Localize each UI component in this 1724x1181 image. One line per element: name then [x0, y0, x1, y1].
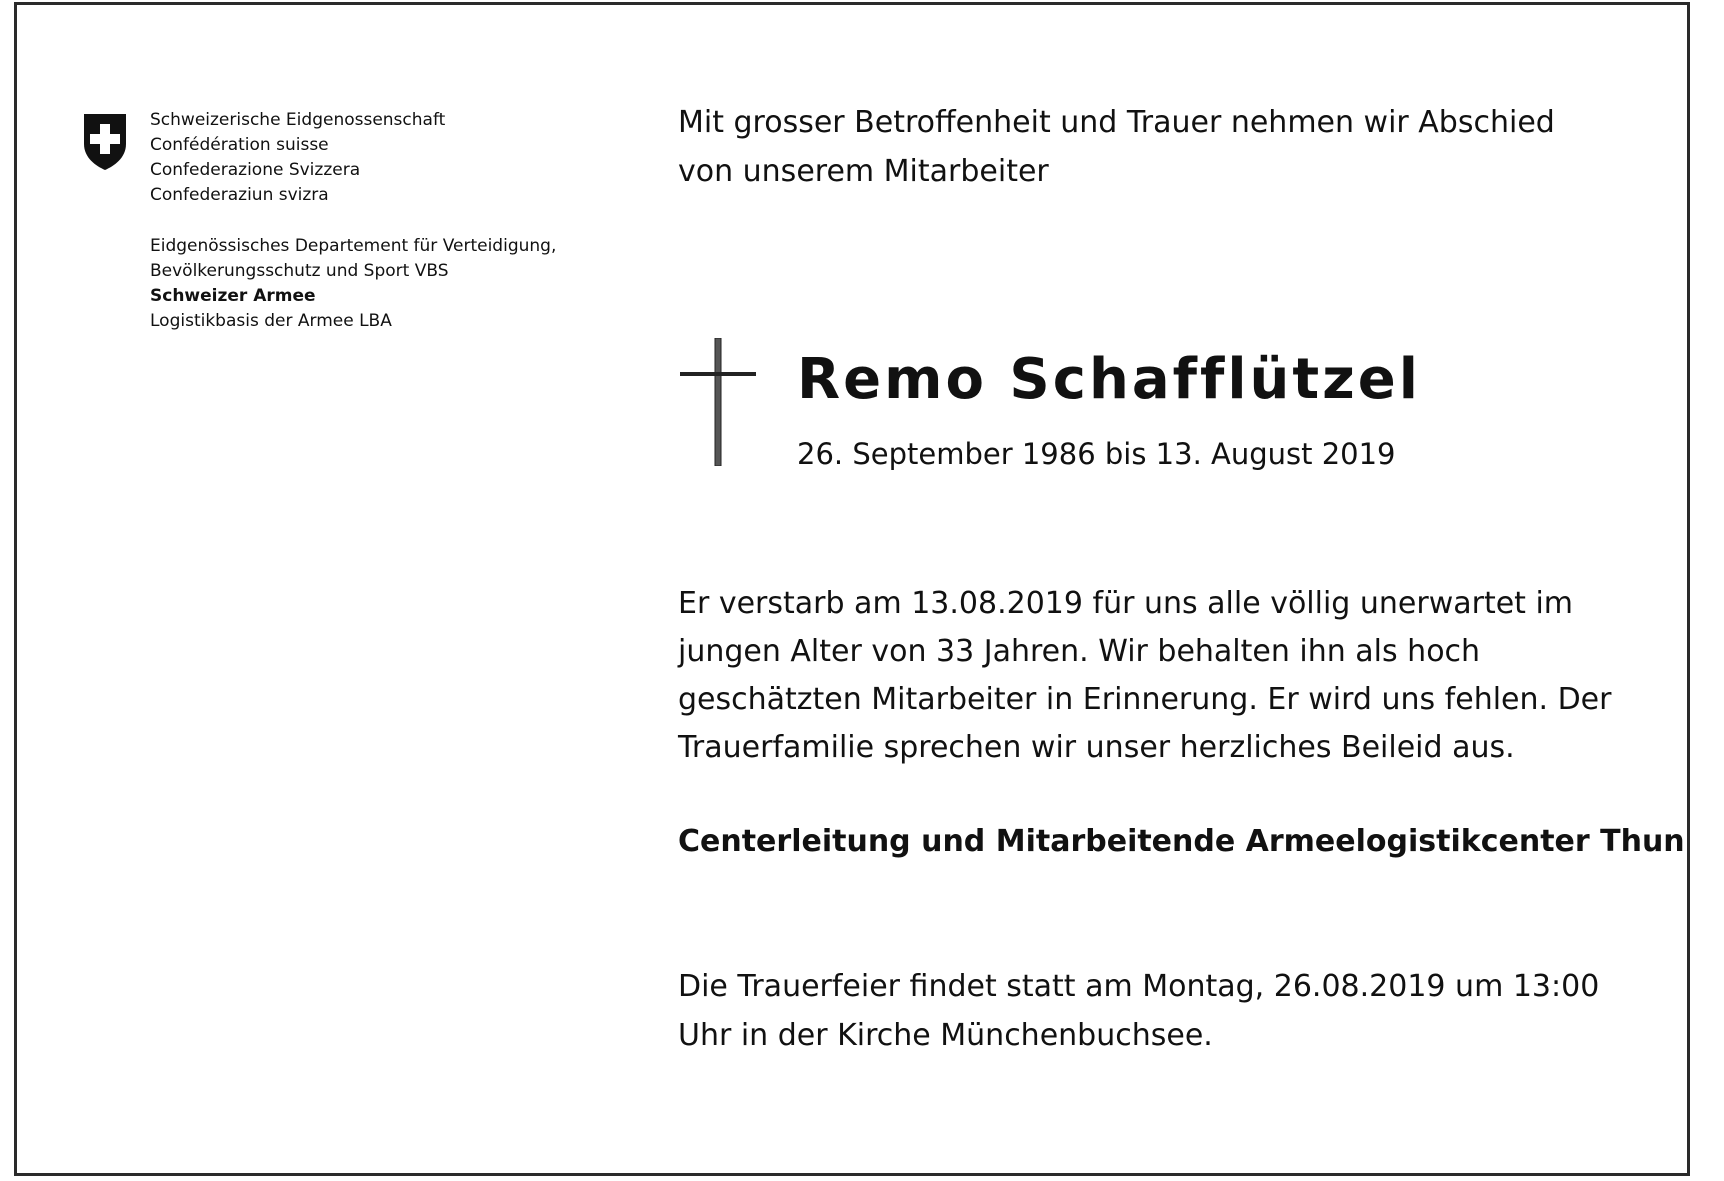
intro-line: von unserem Mitarbeiter: [678, 154, 1049, 189]
confederation-line: Confédération suisse: [150, 135, 329, 155]
intro-line: Mit grosser Betroffenheit und Trauer nehmen wir Abschied: [678, 105, 1555, 140]
department-line: Eidgenössisches Departement für Verteidigung,: [150, 236, 557, 256]
signature: Centerleitung und Mitarbeitende Armeelogistikcenter Thun: [678, 824, 1685, 859]
condolence-line: jungen Alter von 33 Jahren. Wir behalten ihn als hoch: [678, 634, 1481, 669]
swiss-shield-icon: [80, 110, 130, 172]
deceased-dates: 26. September 1986 bis 13. August 2019: [797, 437, 1396, 471]
deceased-name: Remo Schafflützel: [797, 347, 1421, 412]
condolence-line: geschätzten Mitarbeiter in Erinnerung. Er wird uns fehlen. Der: [678, 682, 1612, 717]
condolence-line: Er verstarb am 13.08.2019 für uns alle völlig unerwartet im: [678, 586, 1574, 621]
ceremony-line: Die Trauerfeier findet statt am Montag, 26.08.2019 um 13:00: [678, 969, 1600, 1004]
condolence-line: Trauerfamilie sprechen wir unser herzliches Beileid aus.: [678, 730, 1515, 765]
confederation-names: [150, 108, 445, 208]
condolence-text: [678, 580, 1638, 772]
confederation-line: Confederazione Svizzera: [150, 160, 361, 180]
sub-unit-name: Logistikbasis der Armee LBA: [150, 311, 392, 331]
confederation-line: Schweizerische Eidgenossenschaft: [150, 110, 446, 130]
department-block: [150, 234, 556, 334]
confederation-line: Confederaziun svizra: [150, 185, 329, 205]
ceremony-info: [678, 962, 1599, 1060]
unit-name: Schweizer Armee: [150, 286, 316, 306]
department-line: Bevölkerungsschutz und Sport VBS: [150, 261, 449, 281]
cross-icon: [680, 338, 756, 466]
ceremony-line: Uhr in der Kirche Münchenbuchsee.: [678, 1018, 1213, 1053]
intro-text: [678, 98, 1618, 196]
